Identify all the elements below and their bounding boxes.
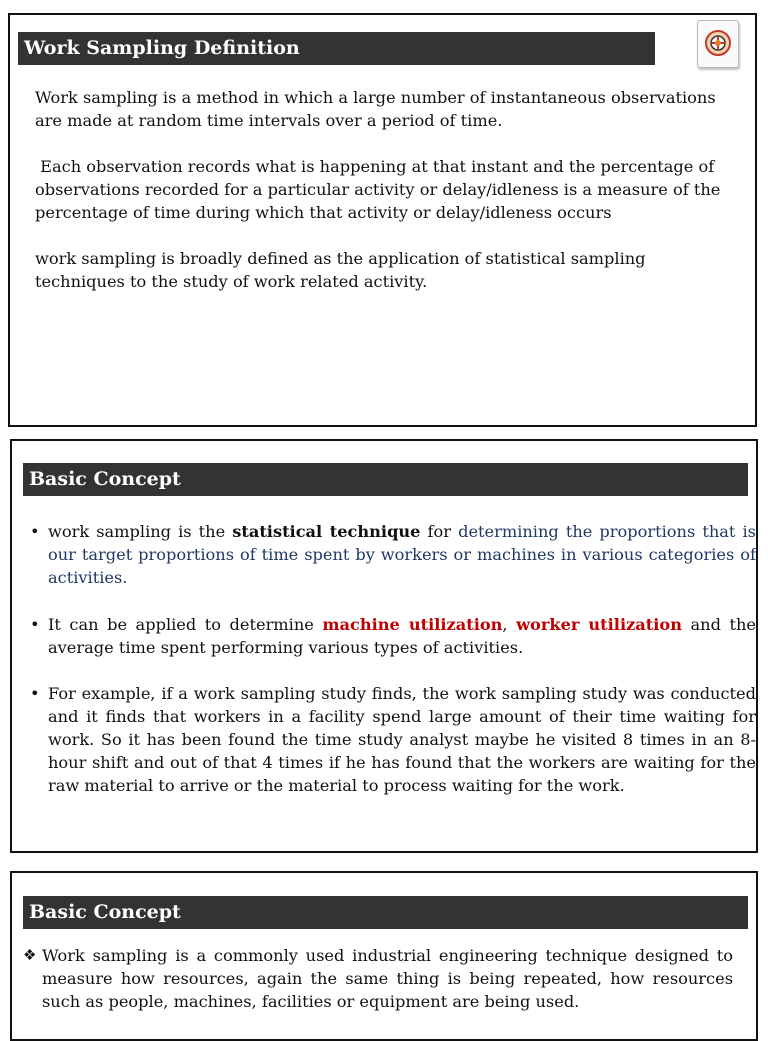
- definition-paragraph-2: Each observation records what is happening at that instant and the percentage of observations recorded for a particular activity or delay/idleness is a measure of the percentage of time during which that activity or delay/idleness occurs: [35, 157, 726, 222]
- slide-work-sampling-definition: [8, 13, 757, 427]
- definition-paragraph-1: Work sampling is a method in which a large number of instantaneous observations are made at random time intervals over a period of time.: [35, 88, 716, 130]
- bullet-icon: •: [30, 684, 40, 703]
- definition-paragraph-3: work sampling is broadly defined as the application of statistical sampling techniques to the study of work related activity.: [35, 249, 646, 291]
- diamond-list: [23, 944, 733, 1013]
- bullet-icon: •: [30, 522, 40, 541]
- slide-basic-concept-1: [10, 439, 758, 853]
- slide-basic-concept-2: [10, 871, 758, 1041]
- list-item: • For example, if a work sampling study finds, the work sampling study was conducted and it finds that workers in a facility spend large amount of their time waiting for work. So it has been found the time study analyst maybe he visited 8 times in an 8-hour shift and out of that 4 times if he has found that the workers are waiting for the raw material to arrive or the material to process waiting for the work.: [30, 684, 756, 795]
- bullet-list: [26, 520, 756, 589]
- highlight-statistical-technique: statistical technique: [232, 522, 421, 541]
- bullet-list: [26, 613, 756, 659]
- slide-title: Basic Concept: [23, 896, 748, 929]
- slide-title: Work Sampling Definition: [18, 32, 655, 65]
- highlight-proportions: determining the proportions that is our target proportions of time spent by workers or machines in various categories of activities: [48, 522, 756, 587]
- slide-title: Basic Concept: [23, 463, 748, 496]
- diamond-bullet-icon: ❖: [23, 946, 37, 964]
- list-item: • It can be applied to determine machine utilization, worker utilization and the average time spent performing various types of activities.: [30, 615, 756, 657]
- bullet-list: [26, 682, 756, 797]
- bullet-icon: •: [30, 615, 40, 634]
- list-item: ❖ Work sampling is a commonly used industrial engineering technique designed to measure how resources, again the same thing is being repeated, how resources such as people, machines, facilities or equipment are being used.: [23, 946, 733, 1011]
- highlight-worker-utilization: worker utilization: [516, 615, 682, 634]
- institute-logo-icon: [697, 20, 739, 68]
- highlight-machine-utilization: machine utilization: [322, 615, 503, 634]
- list-item: • work sampling is the statistical technique for determining the proportions that is our target proportions of time spent by workers or machines in various categories of activities.: [30, 522, 756, 587]
